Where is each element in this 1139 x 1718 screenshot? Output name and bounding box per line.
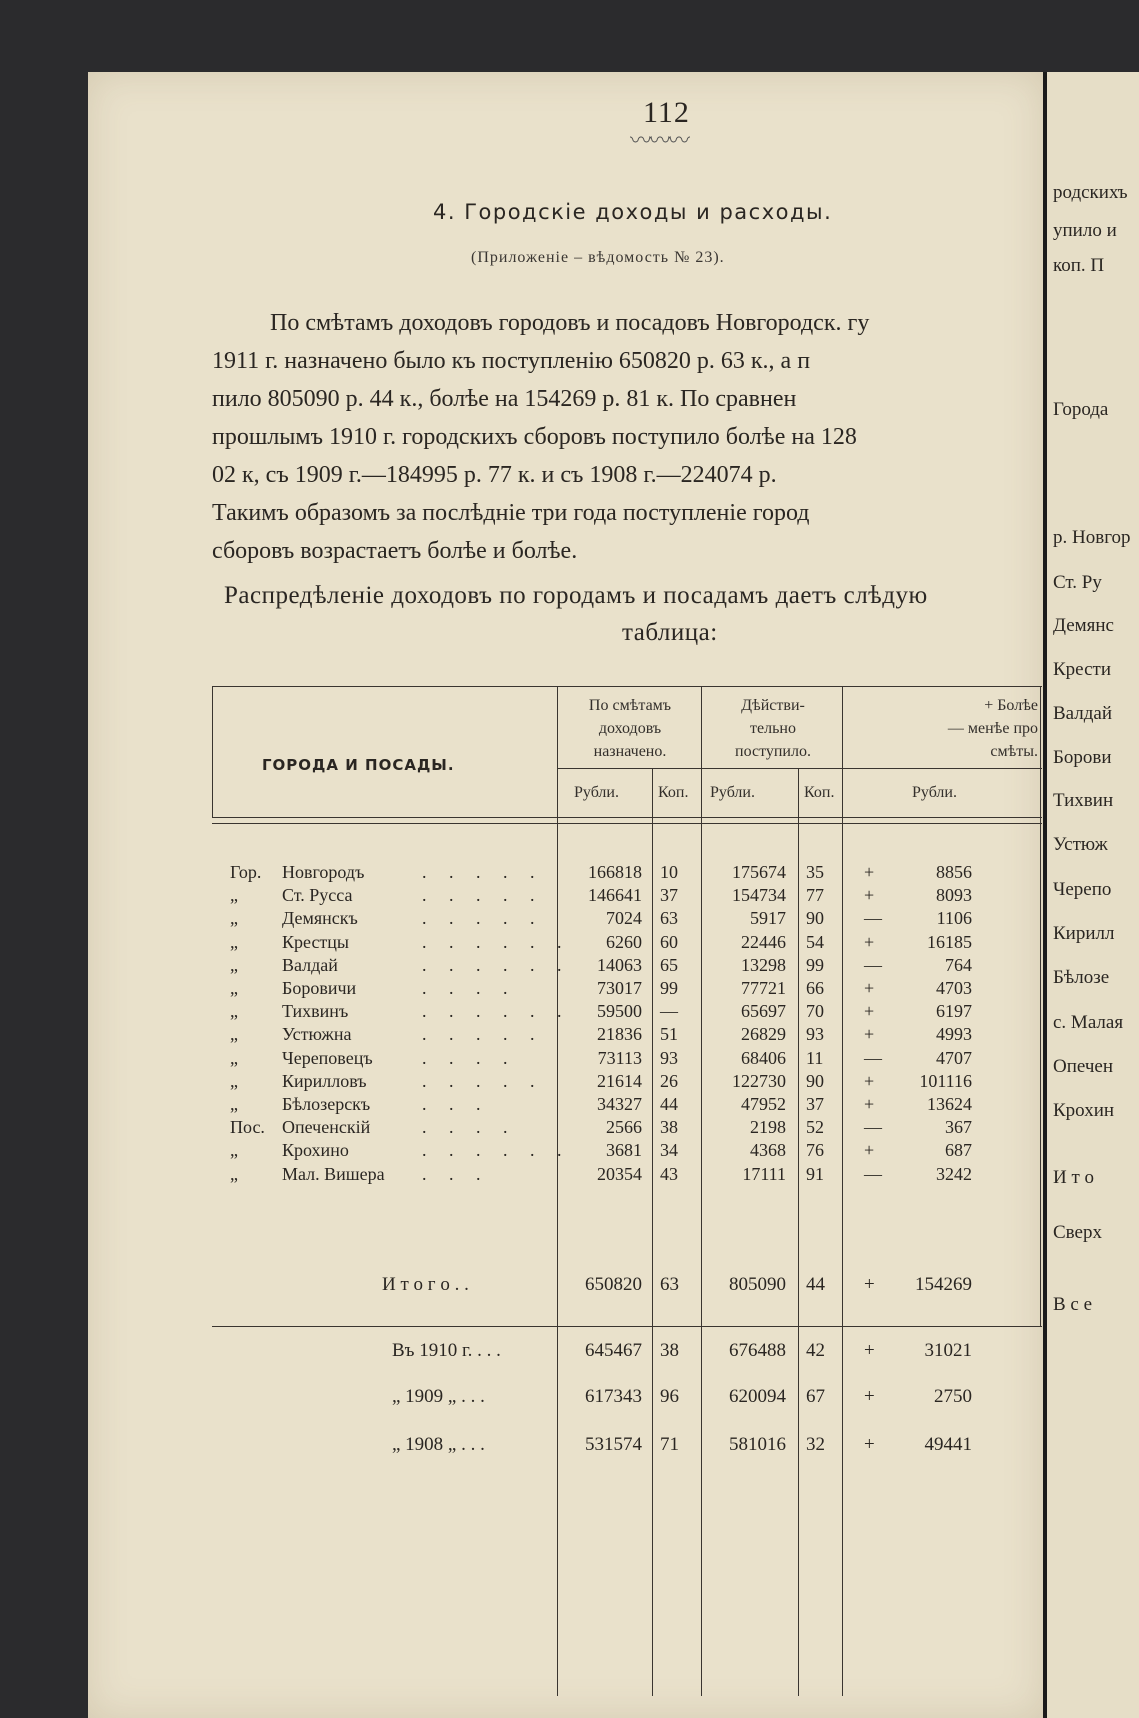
page-number: 112: [643, 96, 690, 129]
paragraph-line: 02 к, съ 1909 г.—184995 р. 77 к. и съ 1908 г.—224074 р.: [212, 462, 777, 488]
cell-dots: . . . . . .: [422, 1001, 571, 1022]
cell-plan-rub: 59500: [597, 1001, 642, 1022]
cell-act-kop: 76: [806, 1140, 824, 1161]
cell-plan-rub: 14063: [597, 954, 642, 975]
header-plan-line: назначено.: [593, 743, 667, 760]
cell-diff: 2750: [934, 1386, 972, 1407]
cell-diff: 13624: [927, 1094, 972, 1114]
cell-plan-kop: 96: [660, 1386, 679, 1407]
cell-sign: +: [864, 1024, 875, 1045]
cell-prefix: „: [230, 1070, 238, 1091]
cell-diff: 8093: [936, 885, 972, 906]
header-actual: [706, 694, 840, 763]
cell-plan-kop: 63: [660, 1274, 679, 1295]
next-page-line: Борови: [1053, 747, 1112, 768]
header-plan-line: доходовъ: [598, 720, 662, 737]
prior-year-row: [212, 1340, 1042, 1366]
distribution-heading-cont: таблица:: [622, 619, 718, 646]
cell-sign: +: [864, 1140, 875, 1161]
cell-act-kop: 35: [806, 862, 824, 882]
next-page-line: Ст. Ру: [1053, 572, 1102, 593]
table-row: [212, 1164, 1042, 1188]
cell-prefix: „: [230, 954, 238, 975]
cell-prefix: „: [230, 908, 238, 929]
cell-sign: —: [864, 1047, 882, 1068]
cell-dots: . . . .: [422, 978, 517, 998]
header-bottom-rule-2: [212, 823, 1042, 824]
header-towns: ГОРОДА И ПОСАДЫ.: [262, 756, 455, 774]
next-page-line: Валдай: [1053, 703, 1113, 724]
cell-name: Опеченскій: [282, 1117, 371, 1138]
next-page-line: с. Малая: [1053, 1012, 1124, 1033]
cell-plan-kop: 65: [660, 954, 678, 975]
next-page-line: Демянс: [1053, 615, 1114, 636]
cell-prefix: „: [230, 931, 238, 952]
next-page-line: родскихъ: [1053, 182, 1128, 203]
table-row: [212, 862, 1042, 886]
cell-act-kop: 42: [806, 1340, 825, 1361]
cell-plan-rub: 34327: [597, 1094, 642, 1114]
header-actual-line: тельно: [750, 720, 796, 737]
paragraph-line: 1911 г. назначено было къ поступленію 650820 р. 63 к., а п: [212, 348, 811, 374]
cell-name: Крохино: [282, 1140, 349, 1161]
cell-plan-kop: 10: [660, 862, 678, 882]
cell-diff: 4703: [936, 978, 972, 998]
cell-diff: 687: [945, 1140, 972, 1161]
cell-dots: . . . . .: [422, 1070, 544, 1091]
header-diff-line: — менѣе про: [947, 720, 1038, 737]
cell-name: Ст. Русса: [282, 885, 353, 906]
cell-prefix: „: [230, 1047, 238, 1068]
cell-dots: . . . .: [422, 1047, 517, 1068]
cell-plan-rub: 617343: [585, 1386, 642, 1407]
next-page-line: Черепо: [1053, 879, 1112, 900]
revenue-table: [212, 686, 1042, 1696]
cell-diff: 6197: [936, 1001, 972, 1022]
cell-sign: +: [864, 1094, 875, 1114]
prior-year-row: [212, 1386, 1042, 1412]
cell-plan-kop: 26: [660, 1070, 678, 1091]
cell-dots: . . . . .: [422, 908, 544, 929]
header-plan: [562, 694, 698, 763]
cell-prefix: „: [230, 1001, 238, 1022]
cell-act-rub: 47952: [741, 1094, 786, 1114]
cell-plan-rub: 645467: [585, 1340, 642, 1361]
cell-plan-rub: 650820: [585, 1274, 642, 1295]
cell-name: Новгородъ: [282, 862, 365, 882]
next-page-line: Кирилл: [1053, 923, 1115, 944]
cell-plan-rub: 73113: [597, 1047, 642, 1068]
header-plan-line: По смѣтамъ: [588, 697, 672, 714]
header-diff: [848, 694, 1038, 763]
table-row: [212, 932, 1042, 956]
cell-diff: 16185: [927, 931, 972, 952]
cell-plan-kop: —: [660, 1001, 678, 1022]
cell-name: Устюжна: [282, 1024, 352, 1045]
next-page-line: р. Новгор: [1053, 527, 1131, 548]
cell-act-rub: 4368: [750, 1140, 786, 1161]
header-sub-rule: [557, 768, 1042, 769]
cell-act-kop: 90: [806, 1070, 824, 1091]
cell-sign: +: [864, 1001, 875, 1022]
cell-name: Валдай: [282, 954, 338, 975]
next-page-line: Города: [1053, 399, 1109, 420]
cell-act-rub: 17111: [742, 1163, 786, 1184]
cell-act-rub: 65697: [741, 1001, 786, 1022]
cell-act-rub: 175674: [732, 862, 786, 882]
cell-plan-kop: 71: [660, 1434, 679, 1455]
header-bottom-rule: [212, 817, 1042, 818]
next-page-line: И т о: [1053, 1167, 1095, 1188]
cell-name: Бѣлозерскъ: [282, 1094, 371, 1114]
cell-act-rub: 5917: [750, 908, 786, 929]
cell-prefix: „: [230, 1094, 238, 1114]
cell-act-kop: 77: [806, 885, 824, 906]
cell-label: Въ 1910 г. . . .: [392, 1340, 501, 1361]
cell-act-rub: 581016: [729, 1434, 786, 1455]
table-left-rule: [212, 686, 213, 817]
cell-act-kop: 32: [806, 1434, 825, 1455]
ornament-icon: 〰〰〰: [630, 128, 688, 153]
cell-plan-rub: 166818: [588, 862, 642, 882]
cell-plan-rub: 20354: [597, 1163, 642, 1184]
paragraph-line: По смѣтамъ доходовъ городовъ и посадовъ Новгородск. гу: [270, 310, 870, 336]
cell-plan-rub: 146641: [588, 885, 642, 906]
cell-name: Крестцы: [282, 931, 350, 952]
cell-act-kop: 52: [806, 1117, 824, 1138]
cell-act-kop: 44: [806, 1274, 825, 1295]
cell-act-rub: 68406: [741, 1047, 786, 1068]
cell-act-rub: 122730: [732, 1070, 786, 1091]
cell-act-rub: 676488: [729, 1340, 786, 1361]
total-row: [212, 1274, 1042, 1300]
next-page-line: Устюж: [1053, 834, 1108, 855]
cell-act-rub: 13298: [741, 954, 786, 975]
cell-plan-rub: 21614: [597, 1070, 642, 1091]
table-row: [212, 908, 1042, 932]
cell-act-rub: 77721: [741, 978, 786, 998]
unit-kop-plan: Коп.: [658, 784, 689, 801]
cell-sign: +: [864, 885, 875, 906]
table-row: [212, 1117, 1042, 1141]
cell-plan-kop: 34: [660, 1140, 678, 1161]
cell-plan-kop: 38: [660, 1117, 678, 1138]
cell-act-rub: 620094: [729, 1386, 786, 1407]
cell-act-kop: 67: [806, 1386, 825, 1407]
cell-dots: . . . . . .: [422, 954, 571, 975]
cell-diff: 8856: [936, 862, 972, 882]
cell-diff: 4707: [936, 1047, 972, 1068]
cell-sign: +: [864, 1386, 875, 1407]
next-page-line: Крохин: [1053, 1100, 1115, 1121]
table-top-rule: [212, 686, 1042, 687]
cell-prefix: „: [230, 1163, 238, 1184]
cell-sign: —: [864, 908, 882, 929]
cell-diff: 101116: [919, 1070, 972, 1091]
unit-rub-diff: Рубли.: [912, 784, 957, 801]
cell-sign: +: [864, 1434, 875, 1455]
cell-diff: 4993: [936, 1024, 972, 1045]
paragraph-line: сборовъ возрастаетъ болѣе и болѣе.: [212, 538, 578, 564]
section-title: 4. Городскіе доходы и расходы.: [433, 200, 833, 224]
cell-plan-kop: 60: [660, 931, 678, 952]
cell-sign: +: [864, 1274, 875, 1295]
header-actual-line: Дѣйстви-: [741, 697, 805, 714]
cell-diff: 367: [945, 1117, 972, 1138]
cell-sign: +: [864, 862, 875, 882]
cell-diff: 49441: [924, 1434, 972, 1455]
book-page: [88, 72, 1043, 1718]
table-row: [212, 1071, 1042, 1095]
table-row: [212, 955, 1042, 979]
cell-diff: 154269: [915, 1274, 972, 1295]
cell-plan-rub: 73017: [597, 978, 642, 998]
cell-plan-rub: 531574: [585, 1434, 642, 1455]
cell-prefix: „: [230, 885, 238, 906]
cell-act-kop: 11: [806, 1047, 824, 1068]
cell-act-kop: 66: [806, 978, 824, 998]
cell-diff: 764: [945, 954, 972, 975]
cell-act-kop: 70: [806, 1001, 824, 1022]
cell-plan-rub: 21836: [597, 1024, 642, 1045]
cell-dots: . . . . .: [422, 1024, 544, 1045]
cell-plan-kop: 63: [660, 908, 678, 929]
cell-dots: . . . .: [422, 1117, 517, 1138]
cell-act-rub: 22446: [741, 931, 786, 952]
cell-dots: . . . . . .: [422, 931, 571, 952]
col-rule-actual: [701, 686, 702, 1696]
cell-name: Боровичи: [282, 978, 357, 998]
cell-plan-kop: 38: [660, 1340, 679, 1361]
subtitle: (Приложеніе – вѣдомость № 23).: [471, 249, 725, 266]
cell-plan-rub: 2566: [606, 1117, 642, 1138]
cell-dots: . . . . .: [422, 862, 544, 882]
cell-sign: +: [864, 978, 875, 998]
cell-sign: —: [864, 954, 882, 975]
cell-diff: 1106: [936, 908, 972, 929]
cell-name: Череповецъ: [282, 1047, 373, 1068]
table-row: [212, 978, 1042, 1002]
table-row: [212, 1024, 1042, 1048]
cell-act-kop: 93: [806, 1024, 824, 1045]
cell-dots: . . . . .: [422, 885, 544, 906]
cell-plan-kop: 99: [660, 978, 678, 998]
table-row: [212, 1140, 1042, 1164]
cell-sign: +: [864, 1070, 875, 1091]
cell-prefix: „: [230, 1024, 238, 1045]
table-row: [212, 1001, 1042, 1025]
paragraph-line: прошлымъ 1910 г. городскихъ сборовъ поступило болѣе на 128: [212, 424, 857, 450]
cell-plan-rub: 3681: [606, 1140, 642, 1161]
cell-sign: +: [864, 931, 875, 952]
cell-prefix: „: [230, 978, 238, 998]
cell-plan-rub: 7024: [606, 908, 642, 929]
cell-plan-rub: 6260: [606, 931, 642, 952]
next-page-line: коп. П: [1053, 255, 1105, 276]
unit-rub-actual: Рубли.: [710, 784, 755, 801]
unit-kop-actual: Коп.: [804, 784, 835, 801]
cell-prefix: „: [230, 1140, 238, 1161]
paragraph-line: Такимъ образомъ за послѣдніе три года поступленіе город: [212, 500, 810, 526]
cell-dots: . . .: [422, 1163, 490, 1184]
col-rule-plan: [557, 686, 558, 1696]
body-paragraph: [212, 304, 1032, 570]
cell-act-rub: 2198: [750, 1117, 786, 1138]
cell-sign: —: [864, 1117, 882, 1138]
next-page-line: Тихвин: [1053, 790, 1114, 811]
next-page-line: Опечен: [1053, 1056, 1114, 1077]
cell-act-kop: 91: [806, 1163, 824, 1184]
next-page-line: В с е: [1053, 1294, 1093, 1315]
cell-prefix: Пос.: [230, 1117, 265, 1138]
cell-plan-kop: 44: [660, 1094, 678, 1114]
cell-act-rub: 805090: [729, 1274, 786, 1295]
cell-name: Тихвинъ: [282, 1001, 349, 1022]
cell-name: Демянскъ: [282, 908, 358, 929]
cell-act-rub: 26829: [741, 1024, 786, 1045]
table-row: [212, 1048, 1042, 1072]
cell-diff: 3242: [936, 1163, 972, 1184]
distribution-heading: Распредѣленіе доходовъ по городамъ и посадамъ даетъ слѣдую: [224, 582, 928, 609]
cell-dots: . . .: [422, 1094, 490, 1114]
prior-year-row: [212, 1434, 1042, 1460]
cell-label: „ 1908 „ . . .: [392, 1434, 485, 1455]
cell-plan-kop: 51: [660, 1024, 678, 1045]
cell-act-kop: 37: [806, 1094, 824, 1114]
cell-diff: 31021: [924, 1340, 972, 1361]
header-diff-line: + Болѣе: [984, 697, 1038, 714]
cell-name: Мал. Вишера: [282, 1163, 385, 1184]
cell-act-kop: 99: [806, 954, 824, 975]
col-rule-diff: [842, 686, 843, 1696]
cell-label: И т о г о . .: [382, 1274, 469, 1295]
cell-name: Кирилловъ: [282, 1070, 367, 1091]
header-actual-line: поступило.: [735, 743, 811, 760]
cell-label: „ 1909 „ . . .: [392, 1386, 485, 1407]
cell-act-kop: 54: [806, 931, 824, 952]
paragraph-line: пило 805090 р. 44 к., болѣе на 154269 р. 81 к. По сравнен: [212, 386, 797, 412]
table-row: [212, 1094, 1042, 1118]
next-page-line: Крести: [1053, 659, 1111, 680]
body-bottom-rule: [212, 1326, 1042, 1327]
unit-rub-plan: Рубли.: [574, 784, 619, 801]
cell-plan-kop: 93: [660, 1047, 678, 1068]
next-page-line: Сверх: [1053, 1222, 1102, 1243]
next-page-edge: [1043, 72, 1139, 1718]
cell-prefix: Гор.: [230, 862, 262, 882]
cell-sign: —: [864, 1163, 882, 1184]
cell-plan-kop: 37: [660, 885, 678, 906]
next-page-line: Бѣлозе: [1053, 967, 1110, 988]
next-page-line: упило и: [1053, 220, 1117, 241]
cell-act-rub: 154734: [732, 885, 786, 906]
cell-dots: . . . . . .: [422, 1140, 571, 1161]
cell-plan-kop: 43: [660, 1163, 678, 1184]
table-row: [212, 885, 1042, 909]
cell-sign: +: [864, 1340, 875, 1361]
header-diff-line: смѣты.: [990, 743, 1038, 760]
cell-act-kop: 90: [806, 908, 824, 929]
